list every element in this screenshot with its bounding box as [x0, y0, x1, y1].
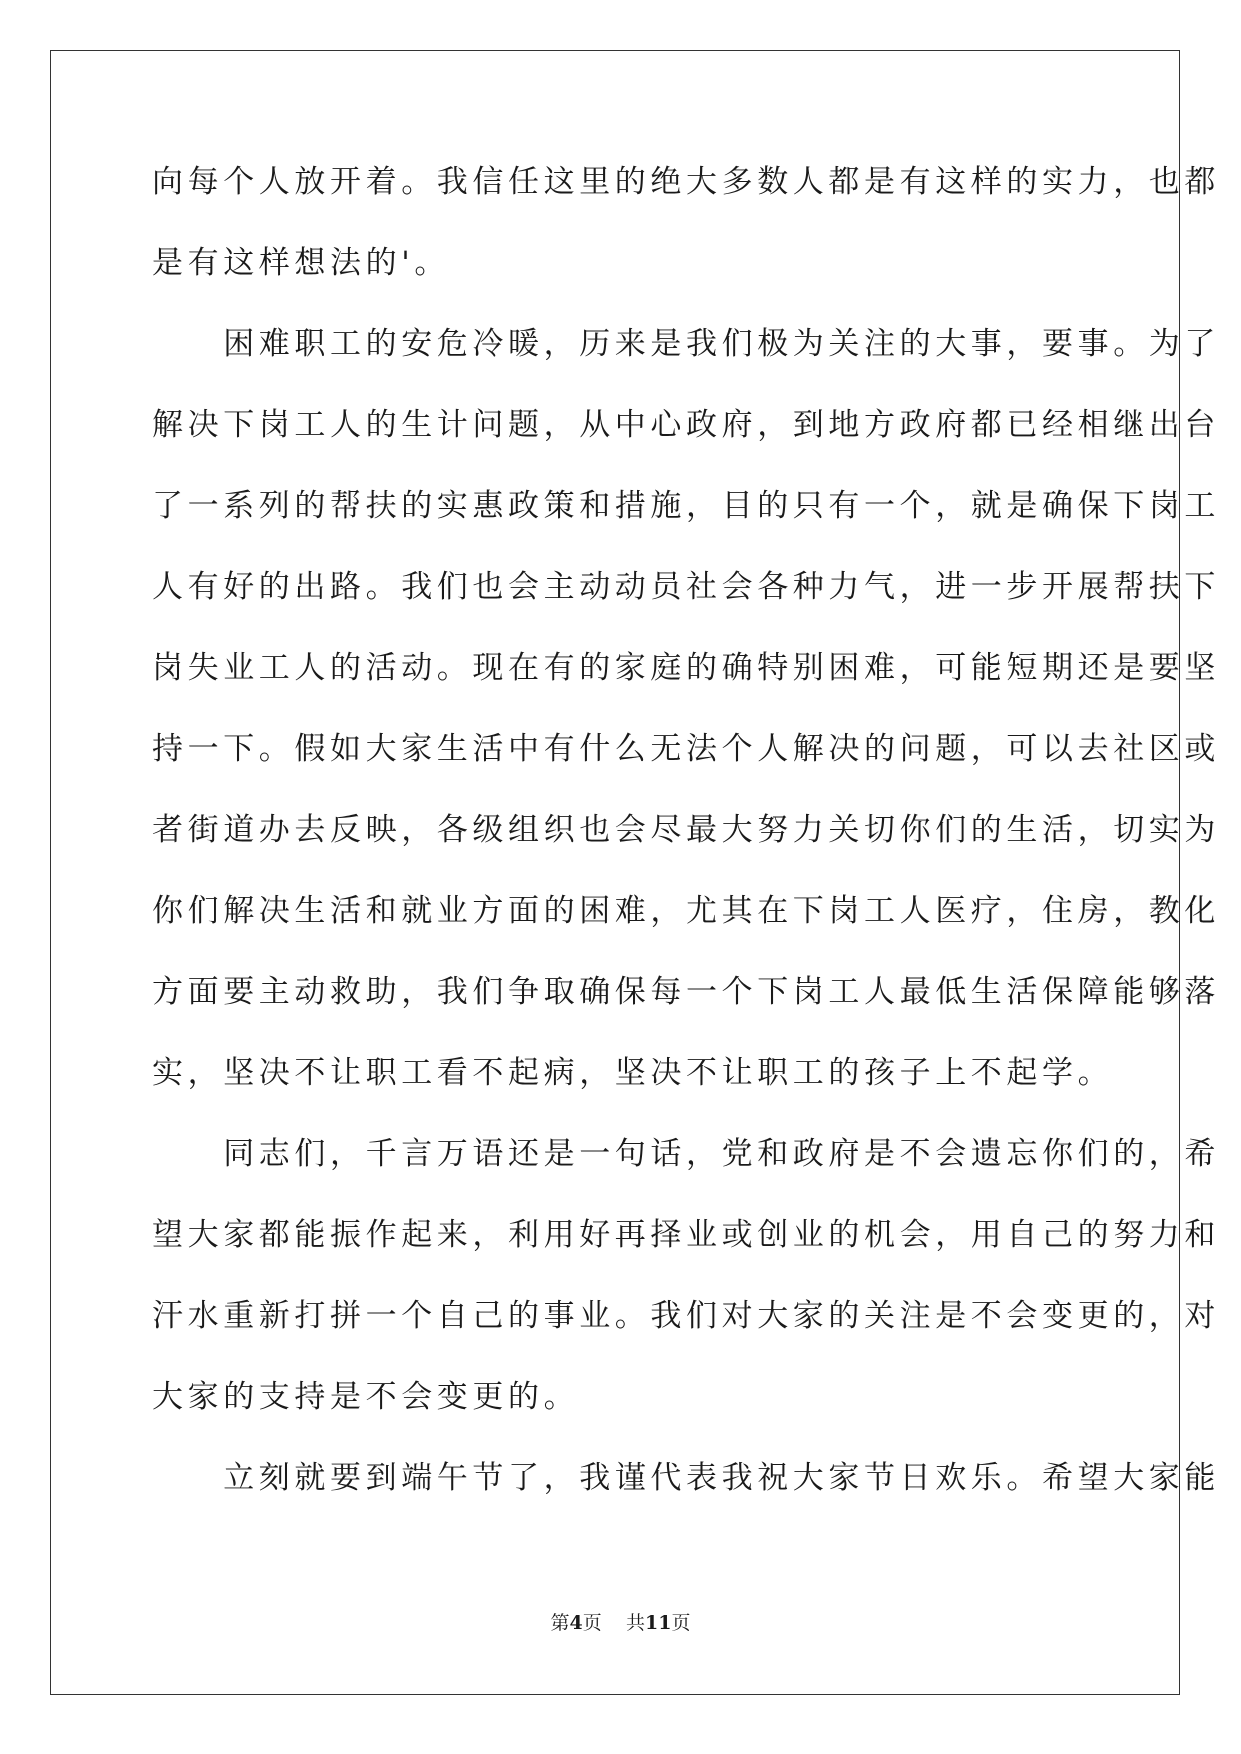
text-line: 方面要主动救助，我们争取确保每一个下岗工人最低生活保障能够落 [152, 974, 1220, 1010]
text-line: 困难职工的安危冷暖，历来是我们极为关注的大事，要事。为了 [152, 326, 1220, 362]
text-line: 你们解决生活和就业方面的困难，尤其在下岗工人医疗，住房，教化 [152, 893, 1220, 929]
total-prefix: 共 [625, 1612, 645, 1634]
text-line: 实，坚决不让职工看不起病，坚决不让职工的孩子上不起学。 [152, 1055, 1114, 1091]
text-line: 立刻就要到端午节了，我谨代表我祝大家节日欢乐。希望大家能 [152, 1460, 1220, 1496]
text-line: 望大家都能振作起来，利用好再择业或创业的机会，用自己的努力和 [152, 1217, 1220, 1253]
text-line: 者街道办去反映，各级组织也会尽最大努力关切你们的生活，切实为 [152, 812, 1220, 848]
text-line: 了一系列的帮扶的实惠政策和措施，目的只有一个，就是确保下岗工 [152, 488, 1220, 524]
text-line: 大家的支持是不会变更的。 [152, 1379, 580, 1415]
total-suffix: 页 [671, 1612, 691, 1634]
page-number: 4 [569, 1612, 583, 1634]
text-line: 汗水重新打拼一个自己的事业。我们对大家的关注是不会变更的，对 [152, 1298, 1220, 1334]
text-line: 解决下岗工人的生计问题，从中心政府，到地方政府都已经相继出台 [152, 407, 1220, 443]
text-line: 向每个人放开着。我信任这里的绝大多数人都是有这样的实力，也都 [152, 164, 1220, 200]
page-footer [0, 1611, 1241, 1635]
document-body [152, 162, 1220, 1539]
text-line: 同志们，千言万语还是一句话，党和政府是不会遗忘你们的，希 [152, 1136, 1220, 1172]
page-prefix: 第 [550, 1612, 570, 1634]
text-line: 持一下。假如大家生活中有什么无法个人解决的问题，可以去社区或 [152, 731, 1220, 767]
total-pages: 11 [644, 1612, 672, 1634]
page-suffix: 页 [582, 1612, 602, 1634]
text-line: 岗失业工人的活动。现在有的家庭的确特别困难，可能短期还是要坚 [152, 650, 1220, 686]
text-line: 是有这样想法的'。 [152, 245, 450, 281]
text-line: 人有好的出路。我们也会主动动员社会各种力气，进一步开展帮扶下 [152, 569, 1220, 605]
